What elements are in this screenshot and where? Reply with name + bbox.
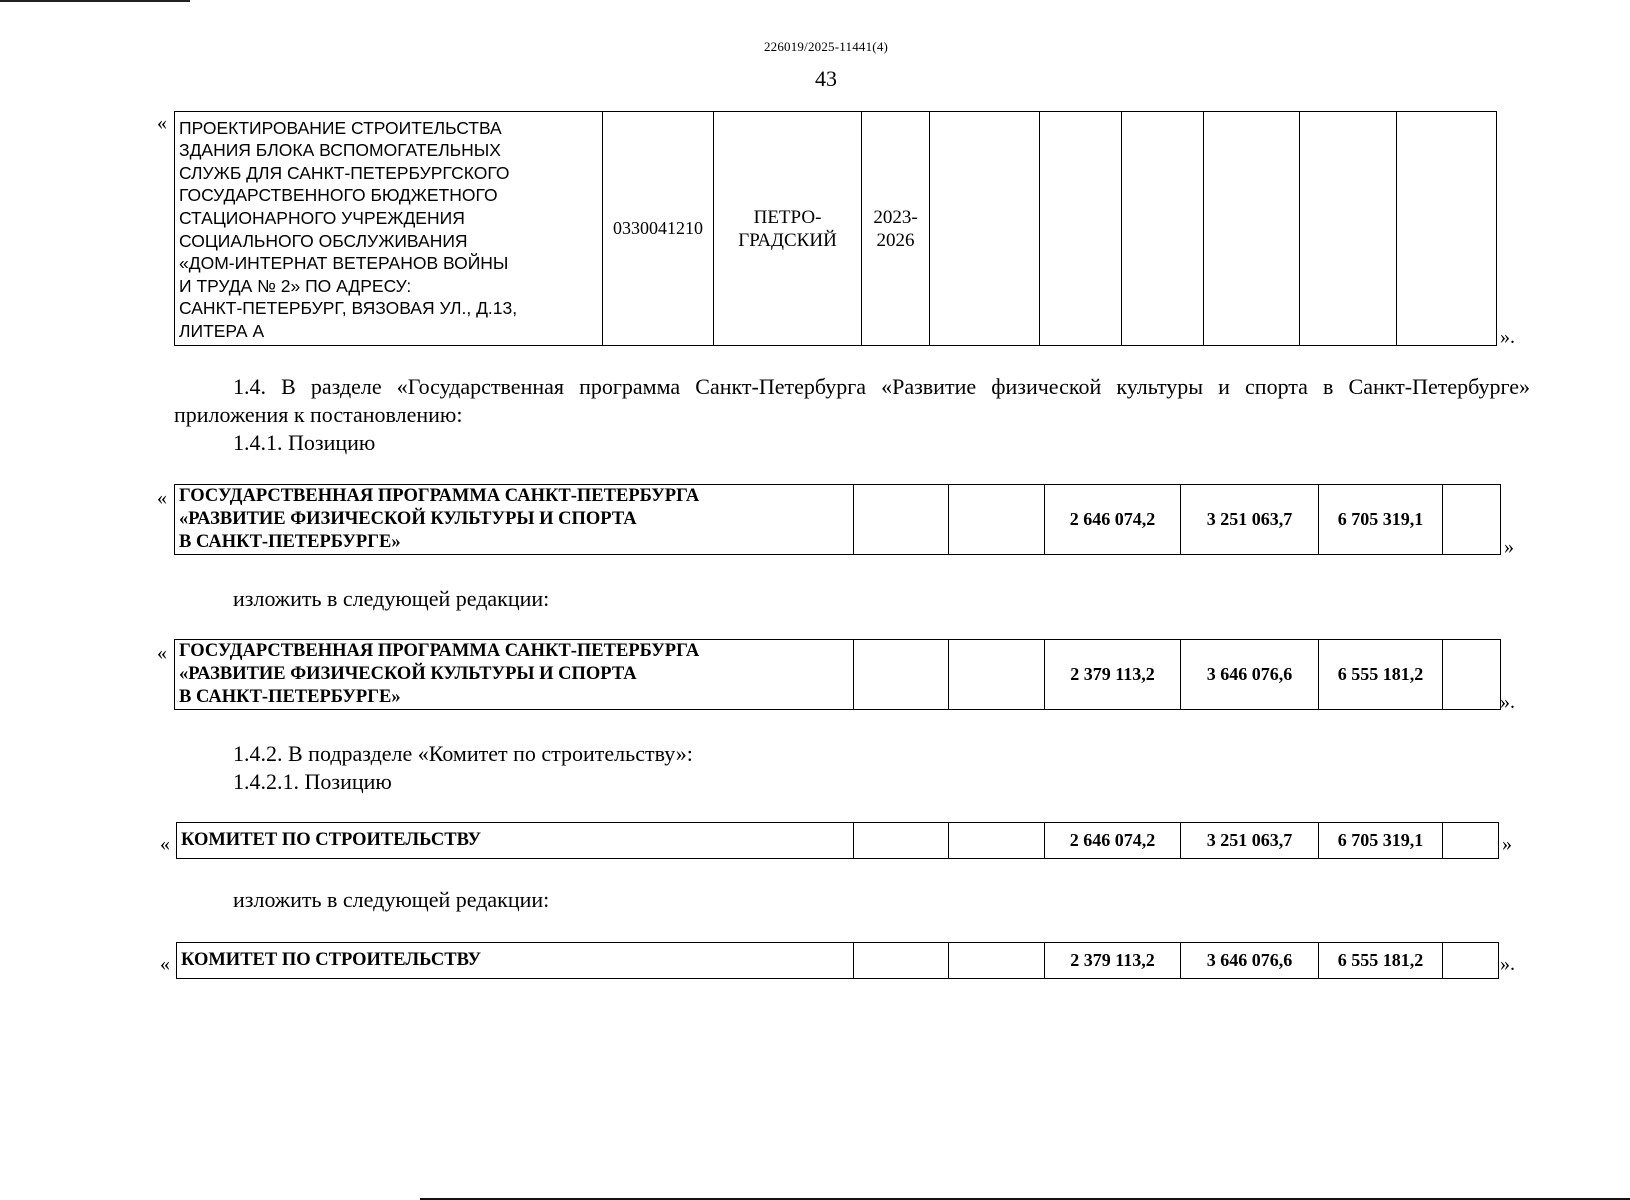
empty-cell	[1122, 112, 1204, 346]
section-1-4-intro: 1.4. В разделе «Государственная программа Санкт-Петербурга «Развитие физической культуры и спорта в Санкт-Петербурге»	[233, 374, 1530, 399]
value-cell: 3 251 063,7	[1181, 823, 1319, 859]
project-name-cell	[175, 112, 603, 346]
empty-cell	[854, 823, 949, 859]
project-name-line: САНКТ-ПЕТЕРБУРГ, ВЯЗОВАЯ УЛ., Д.13,	[179, 298, 518, 319]
project-name-line: ГОСУДАРСТВЕННОГО БЮДЖЕТНОГО	[179, 185, 498, 206]
replace-text: изложить в следующей редакции:	[233, 887, 550, 912]
item-1-4-1: 1.4.1. Позицию	[233, 430, 376, 455]
scan-edge-top	[0, 0, 190, 2]
close-quote: »	[1502, 833, 1512, 855]
district-line: ПЕТРО-	[753, 206, 822, 228]
program-name-line: В САНКТ-ПЕТЕРБУРГЕ»	[179, 687, 401, 707]
program-new-table	[174, 639, 1501, 710]
item-1-4-2-1: 1.4.2.1. Позицию	[233, 769, 392, 794]
committee-new-table	[176, 942, 1499, 979]
close-quote: ».	[1500, 326, 1515, 348]
program-name-line: ГОСУДАРСТВЕННАЯ ПРОГРАММА САНКТ-ПЕТЕРБУРГА	[179, 641, 700, 661]
open-quote: «	[157, 112, 167, 134]
close-quote: ».	[1500, 953, 1515, 975]
project-name-line: ЗДАНИЯ БЛОКА ВСПОМОГАТЕЛЬНЫХ	[179, 140, 501, 161]
section-1-4-2-title: 1.4.2. В подразделе «Комитет по строительству»:	[233, 741, 693, 766]
empty-cell	[1397, 112, 1497, 346]
value-cell: 2 379 113,2	[1045, 640, 1181, 710]
project-years	[862, 112, 930, 346]
program-old-table	[174, 484, 1501, 555]
value-cell: 6 555 181,2	[1319, 640, 1443, 710]
value-cell: 3 646 076,6	[1181, 640, 1319, 710]
years-line: 2026	[876, 229, 915, 251]
empty-cell	[949, 943, 1045, 979]
empty-cell	[949, 485, 1045, 555]
value-cell: 2 646 074,2	[1045, 823, 1181, 859]
document-id: 226019/2025-11441(4)	[763, 39, 889, 54]
program-name-line: «РАЗВИТИЕ ФИЗИЧЕСКОЙ КУЛЬТУРЫ И СПОРТА	[179, 664, 637, 684]
empty-cell	[949, 640, 1045, 710]
empty-cell	[1443, 943, 1499, 979]
empty-cell	[1443, 823, 1499, 859]
program-name-line: «РАЗВИТИЕ ФИЗИЧЕСКОЙ КУЛЬТУРЫ И СПОРТА	[179, 509, 637, 529]
empty-cell	[1040, 112, 1122, 346]
project-name-line: СОЦИАЛЬНОГО ОБСЛУЖИВАНИЯ	[179, 230, 468, 251]
project-code: 0330041210	[603, 112, 714, 346]
value-cell: 2 646 074,2	[1045, 485, 1181, 555]
program-name-cell	[175, 485, 854, 555]
project-name-line: И ТРУДА № 2» ПО АДРЕСУ:	[179, 275, 412, 296]
empty-cell	[1204, 112, 1300, 346]
empty-cell	[949, 823, 1045, 859]
project-name-line: «ДОМ-ИНТЕРНАТ ВЕТЕРАНОВ ВОЙНЫ	[179, 253, 509, 274]
value-cell: 2 379 113,2	[1045, 943, 1181, 979]
value-cell: 6 705 319,1	[1319, 823, 1443, 859]
open-quote: «	[157, 642, 167, 664]
project-name-line: ЛИТЕРА А	[179, 320, 265, 341]
project-row-table	[174, 111, 1497, 346]
district-line: ГРАДСКИЙ	[738, 229, 837, 251]
value-cell: 3 251 063,7	[1181, 485, 1319, 555]
empty-cell	[930, 112, 1040, 346]
project-district	[714, 112, 862, 346]
section-1-4-intro-cont: приложения к постановлению:	[174, 402, 463, 427]
open-quote: «	[157, 487, 167, 509]
empty-cell	[854, 485, 949, 555]
empty-cell	[854, 943, 949, 979]
committee-name: КОМИТЕТ ПО СТРОИТЕЛЬСТВУ	[177, 943, 854, 979]
committee-old-table	[176, 822, 1499, 859]
close-quote: ».	[1500, 691, 1515, 713]
value-cell: 6 555 181,2	[1319, 943, 1443, 979]
project-name-line: ПРОЕКТИРОВАНИЕ СТРОИТЕЛЬСТВА	[179, 117, 502, 138]
empty-cell	[1443, 640, 1501, 710]
program-name-cell	[175, 640, 854, 710]
open-quote: «	[160, 953, 170, 975]
open-quote: «	[160, 833, 170, 855]
page-number: 43	[815, 66, 837, 91]
years-line: 2023-	[873, 206, 918, 228]
project-name-line: СТАЦИОНАРНОГО УЧРЕЖДЕНИЯ	[179, 207, 465, 228]
empty-cell	[854, 640, 949, 710]
empty-cell	[1300, 112, 1397, 346]
empty-cell	[1443, 485, 1501, 555]
program-name-line: ГОСУДАРСТВЕННАЯ ПРОГРАММА САНКТ-ПЕТЕРБУРГА	[179, 486, 700, 506]
program-name-line: В САНКТ-ПЕТЕРБУРГЕ»	[179, 532, 401, 552]
close-quote: »	[1504, 536, 1514, 558]
replace-text: изложить в следующей редакции:	[233, 586, 550, 611]
project-name-line: СЛУЖБ ДЛЯ САНКТ-ПЕТЕРБУРГСКОГО	[179, 162, 510, 183]
committee-name: КОМИТЕТ ПО СТРОИТЕЛЬСТВУ	[177, 823, 854, 859]
value-cell: 3 646 076,6	[1181, 943, 1319, 979]
value-cell: 6 705 319,1	[1319, 485, 1443, 555]
